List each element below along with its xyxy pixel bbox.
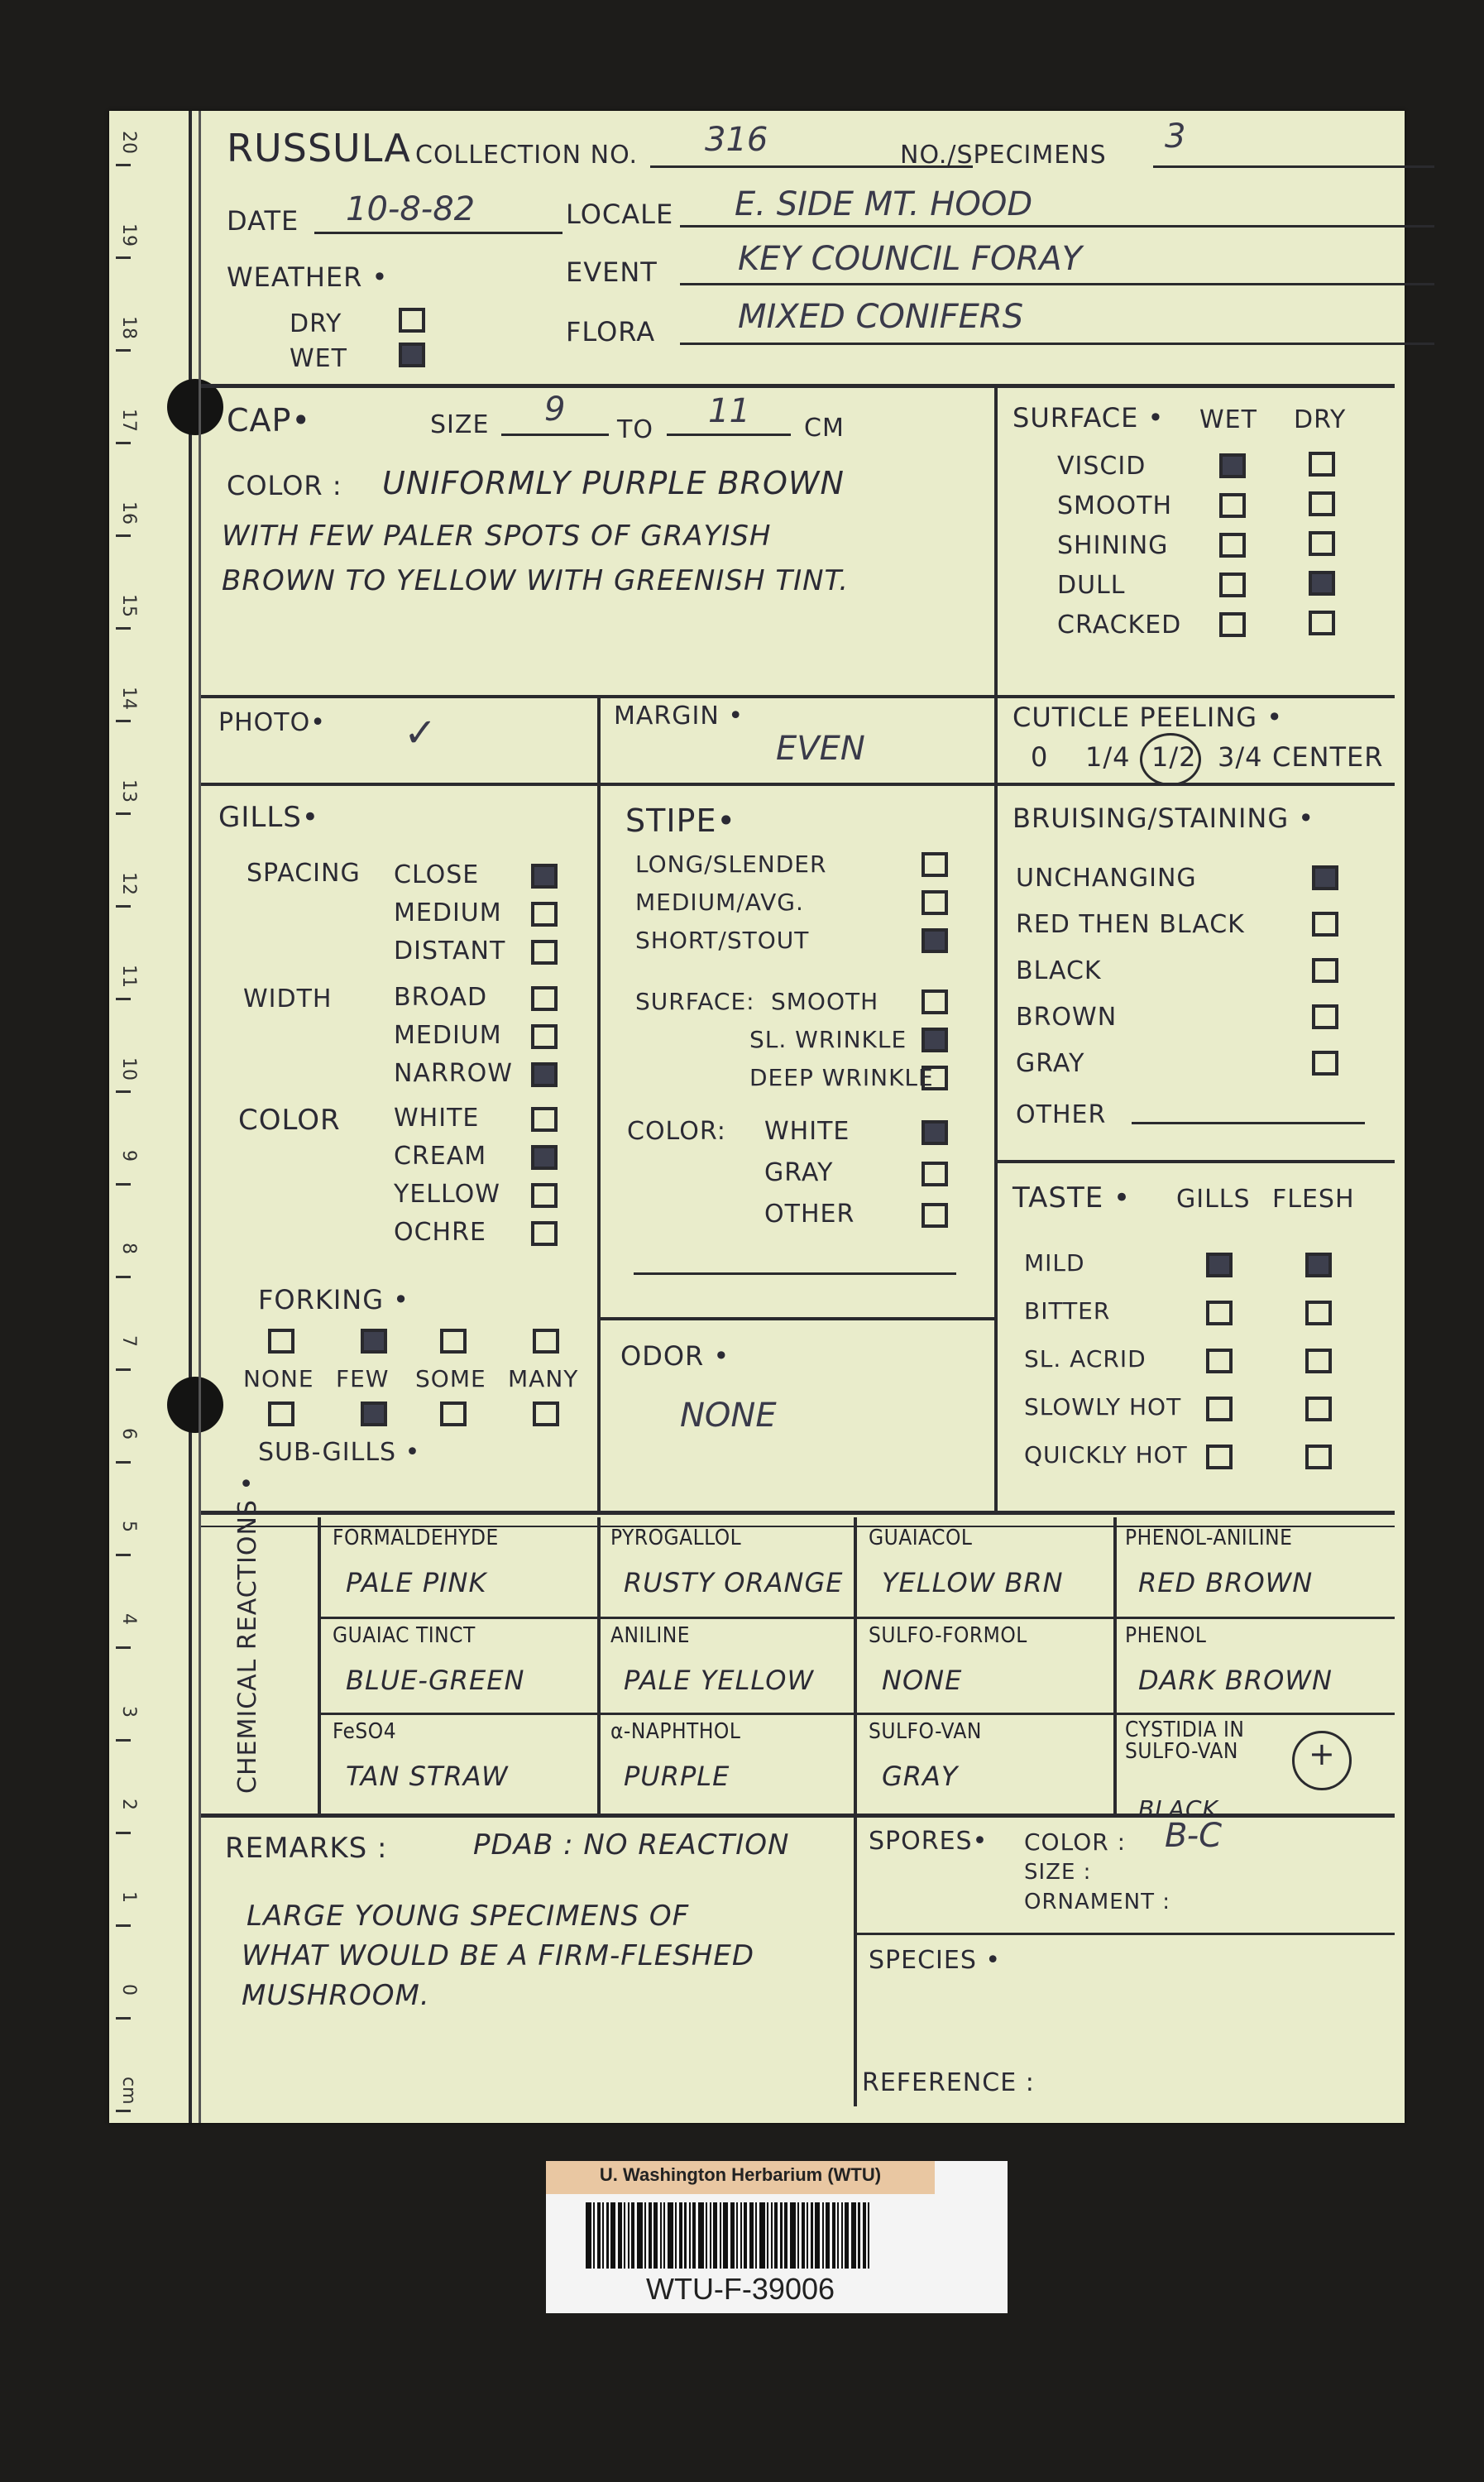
barcode-bar bbox=[618, 2202, 621, 2269]
data-card bbox=[109, 111, 1405, 2123]
chemical-reagent-label: PHENOL-ANILINE bbox=[1125, 1526, 1293, 1550]
barcode-bar bbox=[698, 2202, 704, 2269]
taste-gills-checkbox[interactable] bbox=[1206, 1445, 1233, 1469]
cap-color-label: COLOR : bbox=[227, 470, 342, 501]
barcode-bar bbox=[832, 2202, 835, 2269]
ruler-number: 10 bbox=[118, 1057, 139, 1080]
barcode-bar bbox=[628, 2202, 630, 2269]
surface-dry-checkbox[interactable] bbox=[1309, 611, 1335, 635]
barcode-bar bbox=[610, 2202, 616, 2269]
gills-option-label: DISTANT bbox=[394, 937, 506, 965]
barcode-bar bbox=[689, 2202, 691, 2269]
ruler-tick bbox=[116, 720, 131, 722]
surface-row-label: DULL bbox=[1057, 571, 1126, 600]
gills-option-label: WHITE bbox=[394, 1104, 480, 1133]
barcode bbox=[586, 2202, 893, 2269]
stipe-surface-option: DEEP WRINKLE bbox=[749, 1064, 934, 1091]
stipe-color-option: WHITE bbox=[764, 1117, 850, 1146]
gills-color-label: COLOR bbox=[238, 1104, 341, 1137]
ruler-number: 3 bbox=[118, 1706, 139, 1718]
gills-option-checkbox[interactable] bbox=[531, 1145, 558, 1170]
cap-size-label: SIZE bbox=[430, 410, 490, 439]
cuticle-option[interactable]: 1/4 bbox=[1085, 741, 1131, 773]
stipe-surface-checkbox[interactable] bbox=[922, 1028, 948, 1052]
ruler-tick bbox=[116, 1554, 131, 1556]
chemical-reagent-label: FORMALDEHYDE bbox=[333, 1526, 499, 1550]
gills-option-label: CREAM bbox=[394, 1142, 487, 1171]
barcode-bar bbox=[797, 2202, 799, 2269]
barcode-bar bbox=[631, 2202, 634, 2269]
cuticle-option[interactable]: 3/4 bbox=[1218, 741, 1263, 773]
surface-row-label: SHINING bbox=[1057, 531, 1169, 560]
ruler-tick bbox=[116, 2017, 131, 2020]
chemical-reagent-label: GUAIAC TINCT bbox=[333, 1623, 476, 1648]
gills-option-label: CLOSE bbox=[394, 860, 480, 889]
bruising-option-label: BROWN bbox=[1016, 1003, 1118, 1032]
chemical-reagent-label: GUAIACOL bbox=[869, 1526, 973, 1550]
chemical-side-label: CHEMICAL REACTIONS • bbox=[233, 1474, 262, 1794]
ruler-tick bbox=[116, 442, 131, 444]
stipe-surface-option: SL. WRINKLE bbox=[749, 1026, 907, 1053]
ruler-tick bbox=[116, 349, 131, 352]
bruising-checkbox[interactable] bbox=[1312, 912, 1338, 937]
photo-checkmark: ✓ bbox=[404, 710, 438, 756]
ruler-tick bbox=[116, 1090, 131, 1093]
taste-gills-label: GILLS bbox=[1176, 1185, 1251, 1214]
flora-label: FLORA bbox=[566, 316, 656, 347]
subgills-checkbox[interactable] bbox=[533, 1402, 559, 1426]
barcode-bar bbox=[720, 2202, 721, 2269]
gills-option-label: BROAD bbox=[394, 983, 488, 1012]
chemical-reagent-label: PHENOL bbox=[1125, 1623, 1207, 1648]
ruler-number: 15 bbox=[118, 594, 139, 617]
forking-checkbox[interactable] bbox=[440, 1329, 467, 1354]
subgills-label: SUB-GILLS • bbox=[258, 1438, 421, 1467]
barcode-bar bbox=[807, 2202, 808, 2269]
taste-flesh-checkbox[interactable] bbox=[1305, 1349, 1332, 1373]
cap-unit: CM bbox=[804, 414, 845, 443]
cuticle-option[interactable]: CENTER bbox=[1272, 741, 1384, 773]
ruler-number: 12 bbox=[118, 872, 139, 895]
barcode-bar bbox=[723, 2202, 729, 2269]
ruler-tick bbox=[116, 998, 131, 1000]
gills-option-label: OCHRE bbox=[394, 1218, 486, 1247]
surface-row-label: CRACKED bbox=[1057, 611, 1182, 640]
surface-wet-checkbox[interactable] bbox=[1219, 453, 1246, 478]
forking-checkbox[interactable] bbox=[268, 1329, 294, 1354]
cuticle-option[interactable]: 1/2 bbox=[1151, 741, 1197, 773]
stipe-color-checkbox[interactable] bbox=[922, 1203, 948, 1228]
ruler-number: 4 bbox=[118, 1613, 139, 1625]
bruising-checkbox[interactable] bbox=[1312, 865, 1338, 890]
remarks-line1: LARGE YOUNG SPECIMENS OF bbox=[247, 1900, 690, 1933]
surface-dry-checkbox[interactable] bbox=[1309, 531, 1335, 556]
forking-checkbox[interactable] bbox=[361, 1329, 387, 1354]
surface-wet-checkbox[interactable] bbox=[1219, 533, 1246, 558]
barcode-bar bbox=[749, 2202, 753, 2269]
spores-size-label: SIZE : bbox=[1024, 1860, 1092, 1885]
cap-size-from: 9 bbox=[544, 391, 566, 429]
stipe-color-label: COLOR: bbox=[627, 1117, 726, 1146]
collection-no-value: 316 bbox=[705, 121, 768, 159]
chemical-reaction-value: DARK BROWN bbox=[1138, 1665, 1333, 1696]
taste-flesh-checkbox[interactable] bbox=[1305, 1445, 1332, 1469]
surface-label: SURFACE • bbox=[1012, 402, 1165, 434]
spores-label: SPORES• bbox=[869, 1827, 989, 1856]
barcode-bar bbox=[759, 2202, 765, 2269]
gills-option-checkbox[interactable] bbox=[531, 864, 558, 889]
gills-option-label: MEDIUM bbox=[394, 1021, 502, 1050]
cap-color-line1: UNIFORMLY PURPLE BROWN bbox=[382, 465, 845, 501]
ruler-number: 19 bbox=[118, 223, 139, 247]
date-value: 10-8-82 bbox=[346, 190, 476, 228]
gills-spacing-label: SPACING bbox=[247, 859, 361, 888]
ruler-number: 17 bbox=[118, 409, 139, 432]
gills-option-checkbox[interactable] bbox=[531, 1062, 558, 1087]
collection-no-label: COLLECTION NO. bbox=[415, 141, 639, 170]
ruler-number: 11 bbox=[118, 965, 139, 988]
bruising-checkbox[interactable] bbox=[1312, 958, 1338, 983]
chemical-reaction-value: PURPLE bbox=[624, 1761, 730, 1792]
forking-option-label: FEW bbox=[336, 1365, 390, 1392]
chemical-reagent-label: SULFO-FORMOL bbox=[869, 1623, 1027, 1648]
herbarium-name: U. Washington Herbarium (WTU) bbox=[599, 2164, 882, 2185]
barcode-bar bbox=[653, 2202, 657, 2269]
bruising-option-label: GRAY bbox=[1016, 1049, 1085, 1078]
barcode-bar bbox=[730, 2202, 734, 2269]
bruising-option-label: BLACK bbox=[1016, 956, 1102, 985]
form-title: RUSSULA bbox=[227, 126, 411, 170]
taste-option-label: BITTER bbox=[1024, 1297, 1111, 1325]
taste-gills-checkbox[interactable] bbox=[1206, 1397, 1233, 1421]
spores-ornament-label: ORNAMENT : bbox=[1024, 1890, 1170, 1914]
ruler-number: 7 bbox=[118, 1335, 139, 1347]
gills-width-label: WIDTH bbox=[243, 985, 333, 1013]
herbarium-barcode-label bbox=[546, 2161, 1008, 2313]
subgills-checkbox[interactable] bbox=[440, 1402, 467, 1426]
cystidia-plus-mark: + bbox=[1309, 1736, 1336, 1772]
specimens-value: 3 bbox=[1165, 117, 1186, 156]
surface-row-label: SMOOTH bbox=[1057, 491, 1173, 520]
barcode-bar bbox=[668, 2202, 673, 2269]
barcode-bar bbox=[784, 2202, 787, 2269]
barcode-bar bbox=[815, 2202, 821, 2269]
surface-row-label: VISCID bbox=[1057, 452, 1147, 481]
remarks-pdab: PDAB : NO REACTION bbox=[473, 1828, 790, 1862]
taste-option-label: SL. ACRID bbox=[1024, 1345, 1147, 1373]
stipe-shape-checkbox[interactable] bbox=[922, 928, 948, 953]
barcode-bar bbox=[858, 2202, 859, 2269]
forking-label: FORKING • bbox=[258, 1284, 410, 1315]
barcode-bar bbox=[660, 2202, 662, 2269]
barcode-bar bbox=[675, 2202, 677, 2269]
barcode-bar bbox=[740, 2202, 742, 2269]
forking-option-label: SOME bbox=[415, 1365, 486, 1392]
barcode-bar bbox=[710, 2202, 711, 2269]
ruler-tick bbox=[116, 256, 131, 259]
stipe-label: STIPE• bbox=[625, 803, 736, 839]
stipe-color-checkbox[interactable] bbox=[922, 1120, 948, 1145]
surface-wet-label: WET bbox=[1199, 405, 1257, 434]
barcode-bar bbox=[755, 2202, 757, 2269]
flora-value: MIXED CONIFERS bbox=[738, 298, 1024, 336]
bruising-other-label: OTHER bbox=[1016, 1100, 1107, 1129]
taste-flesh-label: FLESH bbox=[1272, 1185, 1355, 1214]
species-label: SPECIES • bbox=[869, 1946, 1002, 1975]
barcode-bar bbox=[868, 2202, 869, 2269]
cap-size-to: 11 bbox=[708, 392, 750, 430]
taste-flesh-checkbox[interactable] bbox=[1305, 1301, 1332, 1325]
ruler-tick bbox=[116, 1368, 131, 1371]
surface-wet-checkbox[interactable] bbox=[1219, 573, 1246, 597]
stipe-color-option: OTHER bbox=[764, 1200, 855, 1229]
ruler-number: 2 bbox=[118, 1799, 139, 1810]
barcode-bar bbox=[663, 2202, 665, 2269]
cap-to-label: TO bbox=[617, 415, 653, 444]
barcode-bar bbox=[851, 2202, 857, 2269]
taste-gills-checkbox[interactable] bbox=[1206, 1253, 1233, 1277]
ruler-tick bbox=[116, 1924, 131, 1927]
ruler-number: 14 bbox=[118, 687, 139, 710]
barcode-bar bbox=[597, 2202, 601, 2269]
gills-option-checkbox[interactable] bbox=[531, 1221, 558, 1246]
taste-option-label: SLOWLY HOT bbox=[1024, 1393, 1182, 1421]
ruler-number: 16 bbox=[118, 501, 139, 525]
barcode-bar bbox=[736, 2202, 738, 2269]
gills-option-checkbox[interactable] bbox=[531, 986, 558, 1011]
ruler-tick bbox=[116, 2110, 131, 2112]
ruler-number: cm bbox=[118, 2077, 139, 2105]
spores-color-value: B-C bbox=[1165, 1817, 1223, 1855]
barcode-bar bbox=[606, 2202, 608, 2269]
barcode-bar bbox=[826, 2202, 829, 2269]
ruler-tick bbox=[116, 534, 131, 537]
barcode-bar bbox=[811, 2202, 812, 2269]
stipe-shape-checkbox[interactable] bbox=[922, 852, 948, 877]
barcode-bar bbox=[802, 2202, 805, 2269]
date-label: DATE bbox=[227, 205, 299, 237]
margin-label: MARGIN • bbox=[614, 702, 744, 731]
spores-color-label: COLOR : bbox=[1024, 1828, 1127, 1856]
cap-color-line2: WITH FEW PALER SPOTS OF GRAYISH bbox=[222, 520, 772, 553]
ruler-number: 1 bbox=[118, 1891, 139, 1903]
chemical-reagent-label: CYSTIDIA IN SULFO-VAN bbox=[1125, 1718, 1245, 1764]
taste-option-label: MILD bbox=[1024, 1249, 1085, 1277]
barcode-bar bbox=[637, 2202, 643, 2269]
taste-flesh-checkbox[interactable] bbox=[1305, 1397, 1332, 1421]
ruler-number: 5 bbox=[118, 1521, 139, 1532]
chemical-reagent-label: ANILINE bbox=[610, 1623, 691, 1648]
barcode-bar bbox=[586, 2202, 591, 2269]
barcode-bar bbox=[692, 2202, 696, 2269]
ruler-tick bbox=[116, 1461, 131, 1464]
odor-label: ODOR • bbox=[620, 1340, 730, 1372]
barcode-bar bbox=[774, 2202, 778, 2269]
stipe-shape-label: SHORT/STOUT bbox=[635, 927, 810, 954]
barcode-bar bbox=[644, 2202, 646, 2269]
punch-hole-bottom bbox=[167, 1377, 223, 1433]
weather-dry-checkbox[interactable] bbox=[399, 308, 425, 333]
cuticle-option[interactable]: 0 bbox=[1031, 741, 1049, 773]
ruler-number: 0 bbox=[118, 1984, 139, 1996]
bruising-checkbox[interactable] bbox=[1312, 1004, 1338, 1029]
barcode-bar bbox=[593, 2202, 595, 2269]
reference-label: REFERENCE : bbox=[862, 2068, 1035, 2097]
barcode-bar bbox=[771, 2202, 773, 2269]
remarks-label: REMARKS : bbox=[225, 1832, 388, 1865]
gills-label: GILLS• bbox=[218, 801, 319, 834]
ruler-tick bbox=[116, 1646, 131, 1649]
ruler-number: 18 bbox=[118, 316, 139, 339]
ruler-number: 13 bbox=[118, 779, 139, 803]
stipe-surface-checkbox[interactable] bbox=[922, 1066, 948, 1090]
chemical-reaction-value: PALE PINK bbox=[346, 1567, 487, 1598]
ruler-tick bbox=[116, 1183, 131, 1186]
barcode-bar bbox=[767, 2202, 768, 2269]
bruising-checkbox[interactable] bbox=[1312, 1051, 1338, 1076]
surface-dry-checkbox[interactable] bbox=[1309, 491, 1335, 516]
chemical-reagent-label: SULFO-VAN bbox=[869, 1719, 982, 1744]
locale-value: E. SIDE MT. HOOD bbox=[735, 185, 1033, 223]
remarks-line3: MUSHROOM. bbox=[242, 1979, 430, 2012]
ruler-tick bbox=[116, 905, 131, 908]
forking-option-label: NONE bbox=[243, 1365, 314, 1392]
gills-option-label: NARROW bbox=[394, 1059, 513, 1088]
ruler-number: 20 bbox=[118, 131, 139, 154]
stipe-surface-label: SURFACE: bbox=[635, 988, 755, 1015]
surface-dry-label: DRY bbox=[1294, 405, 1347, 434]
cap-color-line3: BROWN TO YELLOW WITH GREENISH TINT. bbox=[222, 564, 850, 597]
ruler-tick bbox=[116, 627, 131, 630]
stipe-shape-checkbox[interactable] bbox=[922, 890, 948, 915]
remarks-line2: WHAT WOULD BE A FIRM-FLESHED bbox=[242, 1939, 755, 1972]
chemical-reaction-value: RED BROWN bbox=[1138, 1567, 1314, 1598]
barcode-id: WTU-F-39006 bbox=[645, 2272, 835, 2306]
ruler-tick bbox=[116, 812, 131, 815]
chemical-reaction-value: BLACK bbox=[1138, 1795, 1218, 1823]
barcode-bar bbox=[841, 2202, 843, 2269]
gills-option-checkbox[interactable] bbox=[531, 940, 558, 965]
bruising-option-label: UNCHANGING bbox=[1016, 864, 1197, 893]
gills-option-checkbox[interactable] bbox=[531, 902, 558, 927]
cap-label: CAP• bbox=[227, 402, 311, 438]
chemical-reaction-value: TAN STRAW bbox=[346, 1761, 509, 1792]
gills-option-label: YELLOW bbox=[394, 1180, 500, 1209]
taste-option-label: QUICKLY HOT bbox=[1024, 1441, 1188, 1469]
chemical-reagent-label: FeSO4 bbox=[333, 1719, 397, 1744]
weather-wet-label: WET bbox=[290, 344, 347, 373]
barcode-bar bbox=[602, 2202, 604, 2269]
forking-checkbox[interactable] bbox=[533, 1329, 559, 1354]
barcode-bar bbox=[822, 2202, 824, 2269]
taste-label: TASTE • bbox=[1012, 1181, 1132, 1215]
ruler-tick bbox=[116, 1832, 131, 1834]
ruler-number: 8 bbox=[118, 1243, 139, 1254]
stipe-shape-label: MEDIUM/AVG. bbox=[635, 889, 804, 916]
bruising-option-label: RED THEN BLACK bbox=[1016, 910, 1245, 939]
barcode-bar bbox=[837, 2202, 839, 2269]
chemical-reagent-label: PYROGALLOL bbox=[610, 1526, 742, 1550]
chemical-reaction-value: YELLOW BRN bbox=[882, 1567, 1064, 1598]
taste-flesh-checkbox[interactable] bbox=[1305, 1253, 1332, 1277]
surface-wet-checkbox[interactable] bbox=[1219, 493, 1246, 518]
chemical-reaction-value: BLUE-GREEN bbox=[346, 1665, 525, 1696]
taste-gills-checkbox[interactable] bbox=[1206, 1301, 1233, 1325]
barcode-bar bbox=[780, 2202, 782, 2269]
ruler-tick bbox=[116, 1276, 131, 1278]
gills-option-checkbox[interactable] bbox=[531, 1107, 558, 1132]
subgills-checkbox[interactable] bbox=[361, 1402, 387, 1426]
barcode-bar bbox=[679, 2202, 682, 2269]
photo-label: PHOTO• bbox=[218, 708, 326, 737]
chemical-reaction-value: GRAY bbox=[882, 1761, 959, 1792]
specimens-label: NO./SPECIMENS bbox=[900, 141, 1107, 170]
weather-label: WEATHER • bbox=[227, 261, 389, 293]
barcode-bar bbox=[863, 2202, 866, 2269]
subgills-checkbox[interactable] bbox=[268, 1402, 294, 1426]
barcode-bar bbox=[684, 2202, 686, 2269]
stipe-surface-checkbox[interactable] bbox=[922, 989, 948, 1014]
odor-value: NONE bbox=[680, 1397, 777, 1435]
chemical-reagent-label: α-NAPHTHOL bbox=[610, 1719, 741, 1744]
barcode-bar bbox=[649, 2202, 652, 2269]
bruising-label: BRUISING/STAINING • bbox=[1012, 803, 1315, 834]
ruler-tick bbox=[116, 164, 131, 166]
barcode-bar bbox=[713, 2202, 716, 2269]
surface-dry-checkbox[interactable] bbox=[1309, 452, 1335, 477]
weather-wet-checkbox[interactable] bbox=[399, 343, 425, 367]
ruler-tick bbox=[116, 1739, 131, 1742]
barcode-bar bbox=[744, 2202, 747, 2269]
cuticle-label: CUTICLE PEELING • bbox=[1012, 702, 1284, 733]
margin-value: EVEN bbox=[776, 730, 865, 768]
gills-option-checkbox[interactable] bbox=[531, 1183, 558, 1208]
event-value: KEY COUNCIL FORAY bbox=[738, 240, 1083, 278]
barcode-bar bbox=[624, 2202, 625, 2269]
barcode-bar bbox=[790, 2202, 796, 2269]
ruler-number: 9 bbox=[118, 1150, 139, 1162]
chemical-reaction-value: PALE YELLOW bbox=[624, 1665, 815, 1696]
locale-label: LOCALE bbox=[566, 199, 674, 230]
stipe-color-option: GRAY bbox=[764, 1158, 834, 1187]
taste-gills-checkbox[interactable] bbox=[1206, 1349, 1233, 1373]
stipe-surface-option: SMOOTH bbox=[771, 988, 879, 1015]
gills-option-checkbox[interactable] bbox=[531, 1024, 558, 1049]
forking-option-label: MANY bbox=[508, 1365, 579, 1392]
barcode-bar bbox=[706, 2202, 707, 2269]
barcode-bar bbox=[845, 2202, 848, 2269]
cuticle-selected-circle bbox=[1140, 733, 1201, 786]
gills-option-label: MEDIUM bbox=[394, 898, 502, 927]
event-label: EVENT bbox=[566, 256, 658, 288]
stipe-color-checkbox[interactable] bbox=[922, 1162, 948, 1186]
chemical-reaction-value: NONE bbox=[882, 1665, 963, 1696]
stipe-shape-label: LONG/SLENDER bbox=[635, 850, 827, 878]
surface-wet-checkbox[interactable] bbox=[1219, 612, 1246, 637]
weather-dry-label: DRY bbox=[290, 309, 342, 338]
chemical-reaction-value: RUSTY ORANGE bbox=[624, 1567, 844, 1598]
surface-dry-checkbox[interactable] bbox=[1309, 571, 1335, 596]
ruler-number: 6 bbox=[118, 1428, 139, 1440]
